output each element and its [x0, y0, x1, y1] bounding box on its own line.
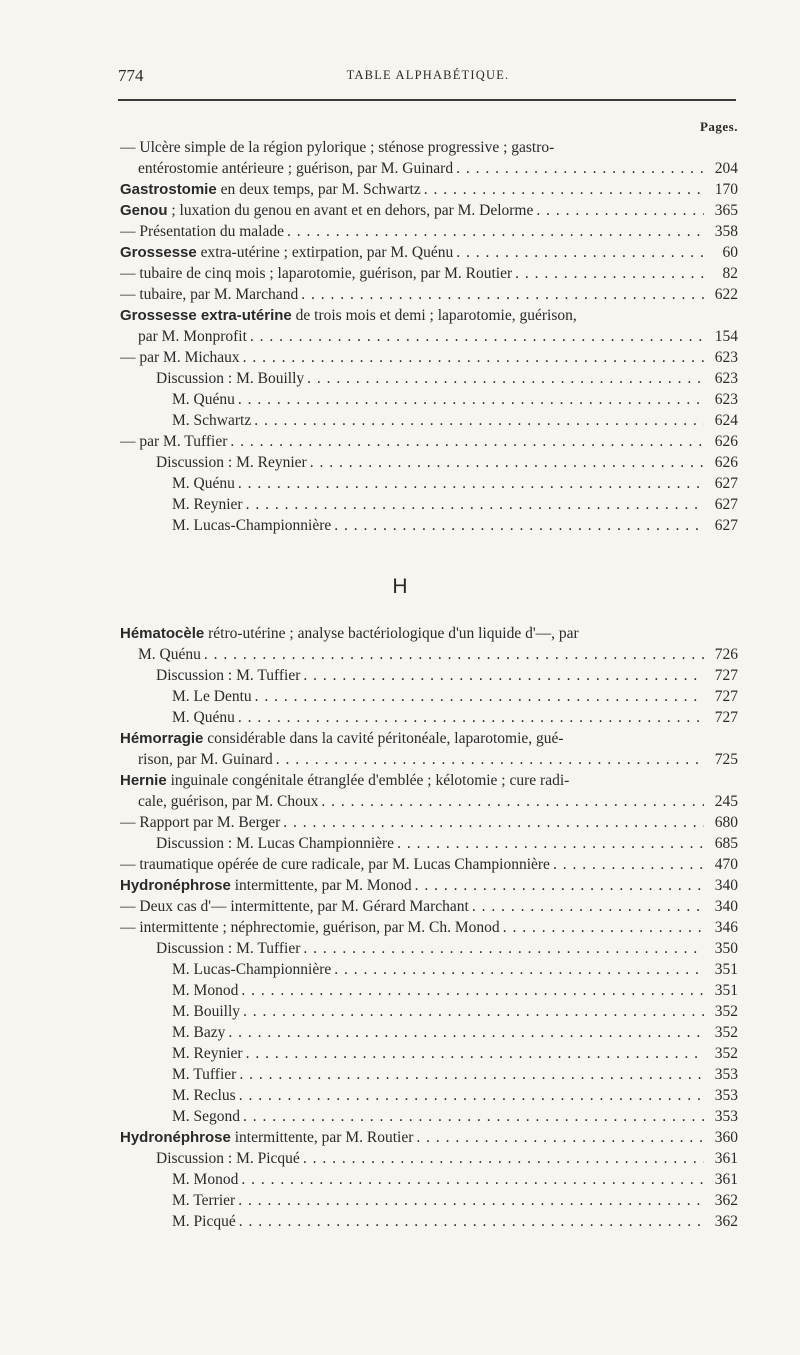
page-reference: 360: [714, 1129, 738, 1146]
entry-body: cale, guérison, par M. Choux: [138, 793, 319, 810]
entry-text: [138, 326, 247, 347]
page-reference: 680: [714, 814, 738, 831]
index-entry: [120, 854, 738, 875]
page-reference: 627: [714, 517, 738, 534]
page-reference: 725: [714, 751, 738, 768]
entry-body: — Rapport par M. Berger: [120, 814, 281, 831]
leader-dots: [318, 791, 704, 812]
entry-text: [172, 1190, 235, 1211]
index-entry: [120, 200, 738, 221]
leader-dots: [273, 749, 704, 770]
page-reference: 727: [714, 709, 738, 726]
entry-text: [172, 980, 238, 1001]
entry-text: [156, 938, 300, 959]
entry-text: [120, 284, 298, 305]
page-reference: 727: [714, 688, 738, 705]
entry-text: [172, 1064, 236, 1085]
entry-body: M. Monod: [172, 1171, 239, 1188]
entry-text: [120, 242, 453, 263]
index-entry: [120, 242, 738, 263]
page-reference: 624: [714, 412, 738, 429]
page-reference: 346: [714, 919, 738, 936]
entry-body: Discussion : M. Tuffier: [156, 940, 301, 957]
leader-dots: [421, 179, 704, 200]
entry-body: M. Monod: [172, 982, 239, 999]
entry-body: M. Bazy: [172, 1024, 226, 1041]
entry-body: M. Reynier: [172, 496, 243, 513]
entry-text: [172, 515, 331, 536]
index-entry: [120, 158, 738, 179]
entry-heading: Genou: [120, 202, 168, 219]
header-rule: [118, 99, 736, 101]
entry-body: rison, par M. Guinard: [138, 751, 273, 768]
entry-body: — Présentation du malade: [120, 223, 284, 240]
entry-body: Discussion : M. Reynier: [156, 454, 307, 471]
entry-text: [156, 833, 394, 854]
index-entry: [120, 1106, 738, 1127]
index-entry: [120, 389, 738, 410]
entry-text: [120, 305, 577, 326]
index-entry: [120, 812, 738, 833]
entry-text: [172, 1022, 225, 1043]
page-reference: 362: [714, 1213, 738, 1230]
index-entry: [120, 305, 738, 326]
page-reference: 353: [714, 1066, 738, 1083]
leader-dots: [412, 875, 704, 896]
leader-dots: [235, 1190, 704, 1211]
leader-dots: [227, 431, 704, 452]
index-entry: [120, 686, 738, 707]
page-reference: 352: [714, 1024, 738, 1041]
leader-dots: [243, 1043, 704, 1064]
entry-text: [120, 770, 569, 791]
index-entry: [120, 770, 738, 791]
leader-dots: [298, 284, 704, 305]
leader-dots: [453, 242, 704, 263]
leader-dots: [300, 665, 704, 686]
leader-dots: [500, 917, 704, 938]
entry-heading: Grossesse extra-utérine: [120, 307, 292, 324]
index-entry: [120, 410, 738, 431]
index-entry: [120, 179, 738, 200]
page-reference: 622: [714, 286, 738, 303]
index-entry: [120, 749, 738, 770]
entry-body: Discussion : M. Lucas Championnière: [156, 835, 395, 852]
index-entry: [120, 1127, 738, 1148]
leader-dots: [394, 833, 704, 854]
index-entry: [120, 431, 738, 452]
entry-body: ; luxation du genou en avant et en dehors, par M. Delorme: [167, 202, 534, 219]
entry-text: [120, 179, 421, 200]
entry-text: [172, 1001, 240, 1022]
entry-body: Discussion : M. Tuffier: [156, 667, 301, 684]
page-reference: 245: [714, 793, 738, 810]
entry-text: [138, 644, 201, 665]
page-reference: 350: [714, 940, 738, 957]
entry-body: — traumatique opérée de cure radicale, par M. Lucas Championnière: [120, 856, 550, 873]
leader-dots: [307, 452, 704, 473]
index-block-g: [120, 137, 738, 536]
index-entry: [120, 938, 738, 959]
leader-dots: [243, 494, 704, 515]
entry-body: intermittente, par M. Routier: [230, 1129, 414, 1146]
entry-body: — tubaire, par M. Marchand: [120, 286, 299, 303]
entry-text: [138, 158, 453, 179]
entry-heading: Gastrostomie: [120, 181, 217, 198]
index-entry: [120, 452, 738, 473]
entry-body: par M. Monprofit: [138, 328, 247, 345]
index-entry: [120, 1043, 738, 1064]
entry-body: intermittente, par M. Monod: [230, 877, 412, 894]
entry-body: — Deux cas d'— intermittente, par M. Gérard Marchant: [120, 898, 469, 915]
page-reference: 170: [714, 181, 738, 198]
entry-body: M. Picqué: [172, 1213, 236, 1230]
leader-dots: [238, 980, 704, 1001]
page-reference: 82: [722, 265, 738, 282]
index-entry: [120, 707, 738, 728]
entry-text: [120, 431, 227, 452]
entry-body: M. Terrier: [172, 1192, 236, 1209]
index-entry: [120, 515, 738, 536]
index-entry: [120, 1085, 738, 1106]
leader-dots: [235, 707, 704, 728]
index-entry: [120, 284, 738, 305]
entry-text: [172, 1211, 236, 1232]
index-entry: [120, 623, 738, 644]
index-entry: [120, 791, 738, 812]
leader-dots: [236, 1064, 704, 1085]
entry-text: [120, 200, 533, 221]
entry-body: M. Tuffier: [172, 1066, 237, 1083]
entry-text: [120, 875, 412, 896]
leader-dots: [251, 410, 704, 431]
entry-text: [120, 263, 512, 284]
entry-body: entérostomie antérieure ; guérison, par M. Guinard: [138, 160, 454, 177]
entry-body: M. Quénu: [172, 709, 235, 726]
page-reference: 626: [714, 454, 738, 471]
entry-body: — par M. Michaux: [120, 349, 240, 366]
entry-body: extra-utérine ; extirpation, par M. Quénu: [196, 244, 454, 261]
page-reference: 685: [714, 835, 738, 852]
leader-dots: [235, 389, 704, 410]
page-reference: 60: [722, 244, 738, 261]
entry-text: [120, 917, 500, 938]
entry-body: M. Le Dentu: [172, 688, 252, 705]
index-entry: [120, 1064, 738, 1085]
entry-body: M. Reynier: [172, 1045, 243, 1062]
index-entry: [120, 980, 738, 1001]
page-reference: 351: [714, 961, 738, 978]
leader-dots: [225, 1022, 704, 1043]
page-reference: 154: [714, 328, 738, 345]
entry-body: en deux temps, par M. Schwartz: [216, 181, 421, 198]
entry-body: M. Reclus: [172, 1087, 236, 1104]
leader-dots: [300, 1148, 704, 1169]
leader-dots: [201, 644, 704, 665]
page-reference: 353: [714, 1108, 738, 1125]
index-entry: [120, 1211, 738, 1232]
entry-text: [138, 749, 273, 770]
index-entry: [120, 644, 738, 665]
entry-text: [138, 791, 318, 812]
index-entry: [120, 665, 738, 686]
page-reference: 470: [714, 856, 738, 873]
entry-body: M. Bouilly: [172, 1003, 241, 1020]
index-entry: [120, 959, 738, 980]
page-reference: 727: [714, 667, 738, 684]
page-reference: 340: [714, 877, 738, 894]
index-entry: [120, 347, 738, 368]
page-reference: 361: [714, 1171, 738, 1188]
entry-body: Discussion : M. Bouilly: [156, 370, 305, 387]
entry-heading: Hernie: [120, 772, 167, 789]
entry-heading: Grossesse: [120, 244, 197, 261]
entry-heading: Hémorragie: [120, 730, 204, 747]
entry-text: [172, 707, 235, 728]
page-reference: 627: [714, 475, 738, 492]
entry-body: considérable dans la cavité péritonéale, laparotomie, gué-: [203, 730, 564, 747]
page-reference: 623: [714, 370, 738, 387]
index-entry: [120, 1169, 738, 1190]
entry-text: [172, 389, 235, 410]
entry-heading: Hématocèle: [120, 625, 205, 642]
page-reference: 358: [714, 223, 738, 240]
entry-heading: Hydronéphrose: [120, 877, 231, 894]
index-entry: [120, 473, 738, 494]
entry-text: [120, 896, 469, 917]
entry-text: [156, 1148, 300, 1169]
index-entry: [120, 917, 738, 938]
index-entry: [120, 896, 738, 917]
leader-dots: [247, 326, 704, 347]
entry-body: Discussion : M. Picqué: [156, 1150, 300, 1167]
leader-dots: [236, 1211, 704, 1232]
entry-text: [120, 812, 280, 833]
leader-dots: [252, 686, 704, 707]
leader-dots: [453, 158, 704, 179]
page-reference: 352: [714, 1045, 738, 1062]
index-entry: [120, 728, 738, 749]
entry-body: M. Segond: [172, 1108, 241, 1125]
index-entry: [120, 833, 738, 854]
index-entry: [120, 875, 738, 896]
entry-body: — intermittente ; néphrectomie, guérison, par M. Ch. Monod: [120, 919, 500, 936]
leader-dots: [304, 368, 704, 389]
entry-body: inguinale congénitale étranglée d'emblée ; kélotomie ; cure radi-: [166, 772, 570, 789]
leader-dots: [280, 812, 704, 833]
page-reference: 365: [714, 202, 738, 219]
page-number: 774: [118, 66, 144, 85]
entry-text: [120, 347, 240, 368]
entry-text: [172, 473, 235, 494]
index-entry: [120, 1022, 738, 1043]
leader-dots: [469, 896, 704, 917]
page-reference: 204: [714, 160, 738, 177]
leader-dots: [238, 1169, 704, 1190]
index-block-h: [120, 623, 738, 1232]
entry-body: — par M. Tuffier: [120, 433, 228, 450]
entry-text: [172, 1106, 240, 1127]
page-reference: 352: [714, 1003, 738, 1020]
entry-text: [172, 410, 251, 431]
page-header: [118, 66, 738, 90]
entry-text: [120, 623, 579, 644]
entry-text: [120, 854, 550, 875]
page-reference: 623: [714, 391, 738, 408]
entry-text: [120, 221, 284, 242]
entry-body: M. Quénu: [138, 646, 201, 663]
pages-column-label: Pages.: [699, 119, 738, 134]
entry-text: [172, 494, 243, 515]
entry-text: [172, 686, 252, 707]
entry-body: de trois mois et demi ; laparotomie, guérison,: [291, 307, 577, 324]
entry-text: [156, 452, 307, 473]
leader-dots: [240, 1106, 704, 1127]
entry-text: [120, 137, 554, 158]
entry-body: M. Lucas-Championnière: [172, 517, 332, 534]
index-entry: [120, 1001, 738, 1022]
leader-dots: [550, 854, 704, 875]
leader-dots: [240, 1001, 704, 1022]
page-reference: 627: [714, 496, 738, 513]
entry-text: [172, 1085, 236, 1106]
entry-text: [156, 665, 300, 686]
leader-dots: [300, 938, 704, 959]
index-entry: [120, 263, 738, 284]
running-title: TABLE ALPHABÉTIQUE.: [346, 68, 510, 82]
entry-text: [156, 368, 304, 389]
entry-text: [172, 1043, 243, 1064]
leader-dots: [331, 959, 704, 980]
page-reference: 361: [714, 1150, 738, 1167]
entry-body: M. Schwartz: [172, 412, 252, 429]
leader-dots: [236, 1085, 704, 1106]
index-entry: [120, 221, 738, 242]
page-reference: 351: [714, 982, 738, 999]
entry-body: M. Quénu: [172, 475, 235, 492]
leader-dots: [533, 200, 704, 221]
page-reference: 726: [714, 646, 738, 663]
index-entry: [120, 1148, 738, 1169]
index-entry: [120, 1190, 738, 1211]
entry-text: [172, 1169, 238, 1190]
entry-text: [120, 728, 564, 749]
leader-dots: [240, 347, 704, 368]
page-reference: 362: [714, 1192, 738, 1209]
page-reference: 353: [714, 1087, 738, 1104]
leader-dots: [331, 515, 704, 536]
entry-heading: Hydronéphrose: [120, 1129, 231, 1146]
entry-body: M. Lucas-Championnière: [172, 961, 332, 978]
leader-dots: [413, 1127, 704, 1148]
leader-dots: [512, 263, 704, 284]
entry-body: — Ulcère simple de la région pylorique ; sténose progressive ; gastro-: [120, 139, 555, 156]
page-reference: 626: [714, 433, 738, 450]
entry-text: [172, 959, 331, 980]
entry-body: rétro-utérine ; analyse bactériologique d'un liquide d'—, par: [204, 625, 579, 642]
index-entry: [120, 368, 738, 389]
index-entry: [120, 137, 738, 158]
leader-dots: [235, 473, 704, 494]
entry-body: M. Quénu: [172, 391, 235, 408]
page-reference: 623: [714, 349, 738, 366]
section-letter: H: [392, 575, 408, 598]
page-reference: 340: [714, 898, 738, 915]
leader-dots: [284, 221, 704, 242]
index-entry: [120, 494, 738, 515]
index-entry: [120, 326, 738, 347]
entry-text: [120, 1127, 413, 1148]
entry-body: — tubaire de cinq mois ; laparotomie, guérison, par M. Routier: [120, 265, 513, 282]
